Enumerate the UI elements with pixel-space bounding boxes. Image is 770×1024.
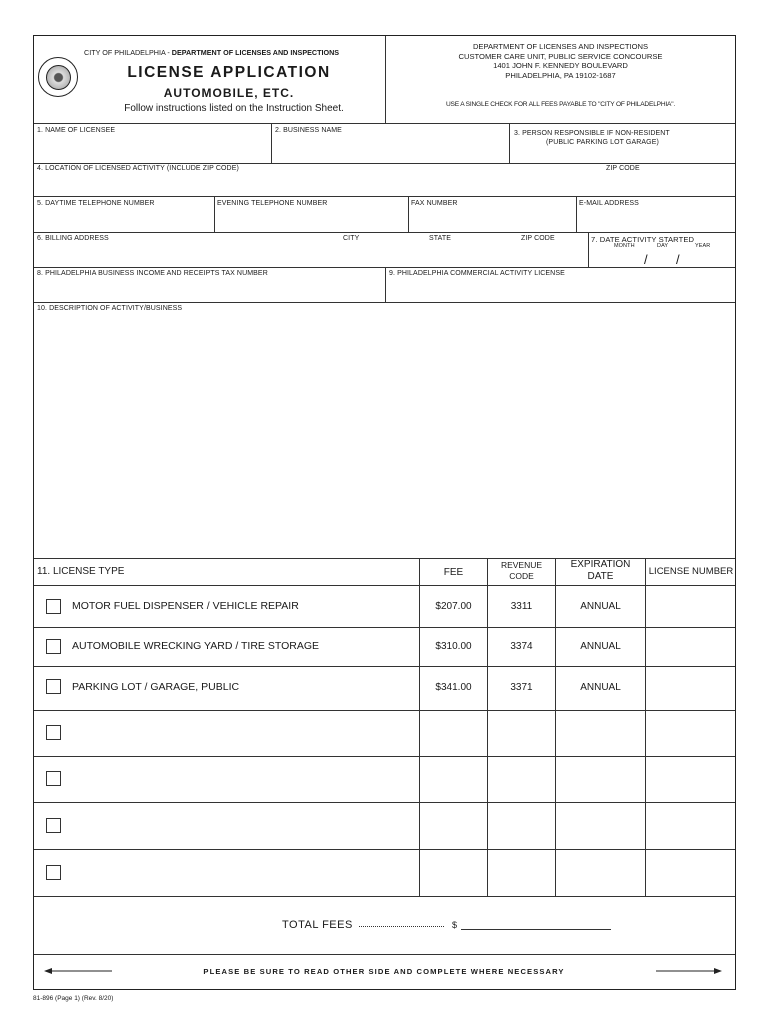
instructions-note: Follow instructions listed on the Instruction Sheet. (124, 103, 344, 114)
label-month: MONTH (614, 243, 635, 249)
field-bir-tax-number[interactable]: 8. PHILADELPHIA BUSINESS INCOME AND RECEIPTS TAX NUMBER (37, 270, 268, 277)
expiration-value: ANNUAL (580, 682, 621, 693)
field-billing-city[interactable]: CITY (343, 235, 360, 242)
field-location[interactable]: 4. LOCATION OF LICENSED ACTIVITY (INCLUDE ZIP CODE) (37, 165, 239, 172)
field-billing-state[interactable]: STATE (429, 235, 452, 242)
field-person-responsible-note: (PUBLIC PARKING LOT GARAGE) (546, 139, 659, 146)
field-location-zip[interactable]: ZIP CODE (606, 165, 640, 172)
department-address (386, 42, 735, 80)
field-billing-address[interactable]: 6. BILLING ADDRESS (37, 235, 109, 242)
col-revenue: REVENUE (500, 560, 543, 570)
checkbox-wrecking-yard[interactable] (46, 639, 61, 654)
total-fees-label: TOTAL FEES (282, 919, 353, 931)
field-billing-zip[interactable]: ZIP CODE (521, 235, 555, 242)
footer-notice-bar (34, 956, 737, 988)
col-fee: FEE (443, 567, 464, 578)
checkbox-blank-4[interactable] (46, 865, 61, 880)
date-separator-1: / (644, 252, 648, 267)
license-type-label: MOTOR FUEL DISPENSER / VEHICLE REPAIR (72, 600, 299, 612)
check-note: USE A SINGLE CHECK FOR ALL FEES PAYABLE TO "CITY OF PHILADELPHIA". (445, 101, 676, 108)
city-prefix: CITY OF PHILADELPHIA - (84, 48, 172, 57)
total-dollar-sign: $ (452, 920, 458, 930)
col-revenue-code: CODE (509, 571, 534, 581)
form-id: 81-896 (Page 1) (Rev. 8/20) (33, 995, 114, 1002)
revenue-code-value: 3371 (510, 682, 533, 693)
field-business-name[interactable]: 2. BUSINESS NAME (275, 127, 342, 134)
field-description[interactable]: 10. DESCRIPTION OF ACTIVITY/BUSINESS (37, 305, 183, 312)
arrow-right-icon (654, 966, 724, 976)
arrow-left-icon (44, 966, 114, 976)
page-subtitle: AUTOMOBILE, ETC. (163, 86, 295, 100)
checkbox-blank-3[interactable] (46, 818, 61, 833)
date-separator-2: / (676, 252, 680, 267)
address-line-3: 1401 JOHN F. KENNEDY BOULEVARD (493, 61, 628, 71)
address-line-4: PHILADELPHIA, PA 19102-1687 (505, 70, 616, 80)
checkbox-parking-lot[interactable] (46, 679, 61, 694)
col-expiration-date: DATE (587, 571, 614, 582)
fee-value: $341.00 (435, 682, 472, 693)
field-name-of-licensee[interactable]: 1. NAME OF LICENSEE (37, 127, 116, 134)
checkbox-motor-fuel[interactable] (46, 599, 61, 614)
address-line-1: DEPARTMENT OF LICENSES AND INSPECTIONS (472, 42, 649, 51)
license-type-label: AUTOMOBILE WRECKING YARD / TIRE STORAGE (72, 640, 319, 652)
label-day: DAY (657, 243, 669, 249)
field-person-responsible[interactable]: 3. PERSON RESPONSIBLE IF NON-RESIDENT (514, 130, 670, 137)
field-evening-phone[interactable]: EVENING TELEPHONE NUMBER (217, 200, 328, 207)
revenue-code-value: 3374 (510, 641, 533, 652)
department-name: DEPARTMENT OF LICENSES AND INSPECTIONS (171, 48, 340, 57)
field-fax[interactable]: FAX NUMBER (411, 200, 458, 207)
expiration-value: ANNUAL (580, 601, 621, 612)
checkbox-blank-2[interactable] (46, 771, 61, 786)
city-seal-icon (38, 57, 78, 97)
col-license-number: LICENSE NUMBER (648, 566, 734, 577)
checkbox-blank-1[interactable] (46, 725, 61, 740)
label-year: YEAR (695, 243, 711, 249)
col-license-type: 11. LICENSE TYPE (37, 566, 125, 577)
department-line (84, 48, 339, 57)
expiration-value: ANNUAL (580, 641, 621, 652)
page-title: LICENSE APPLICATION (127, 64, 331, 81)
read-other-side-notice: PLEASE BE SURE TO READ OTHER SIDE AND COMPLETE WHERE NECESSARY (203, 967, 565, 976)
field-date-started[interactable]: 7. DATE ACTIVITY STARTED (591, 235, 695, 244)
address-line-2: CUSTOMER CARE UNIT, PUBLIC SERVICE CONCOURSE (458, 51, 663, 61)
field-email[interactable]: E-MAIL ADDRESS (579, 200, 639, 207)
fee-value: $207.00 (435, 601, 472, 612)
license-application-form (33, 35, 736, 990)
total-fees-field[interactable] (461, 929, 611, 930)
field-daytime-phone[interactable]: 5. DAYTIME TELEPHONE NUMBER (37, 200, 155, 207)
revenue-code-value: 3311 (510, 601, 533, 612)
col-expiration: EXPIRATION (570, 559, 631, 570)
field-commercial-license[interactable]: 9. PHILADELPHIA COMMERCIAL ACTIVITY LICENSE (389, 270, 565, 277)
license-type-label: PARKING LOT / GARAGE, PUBLIC (72, 681, 240, 693)
total-fees-leader (359, 926, 444, 927)
fee-value: $310.00 (435, 641, 472, 652)
